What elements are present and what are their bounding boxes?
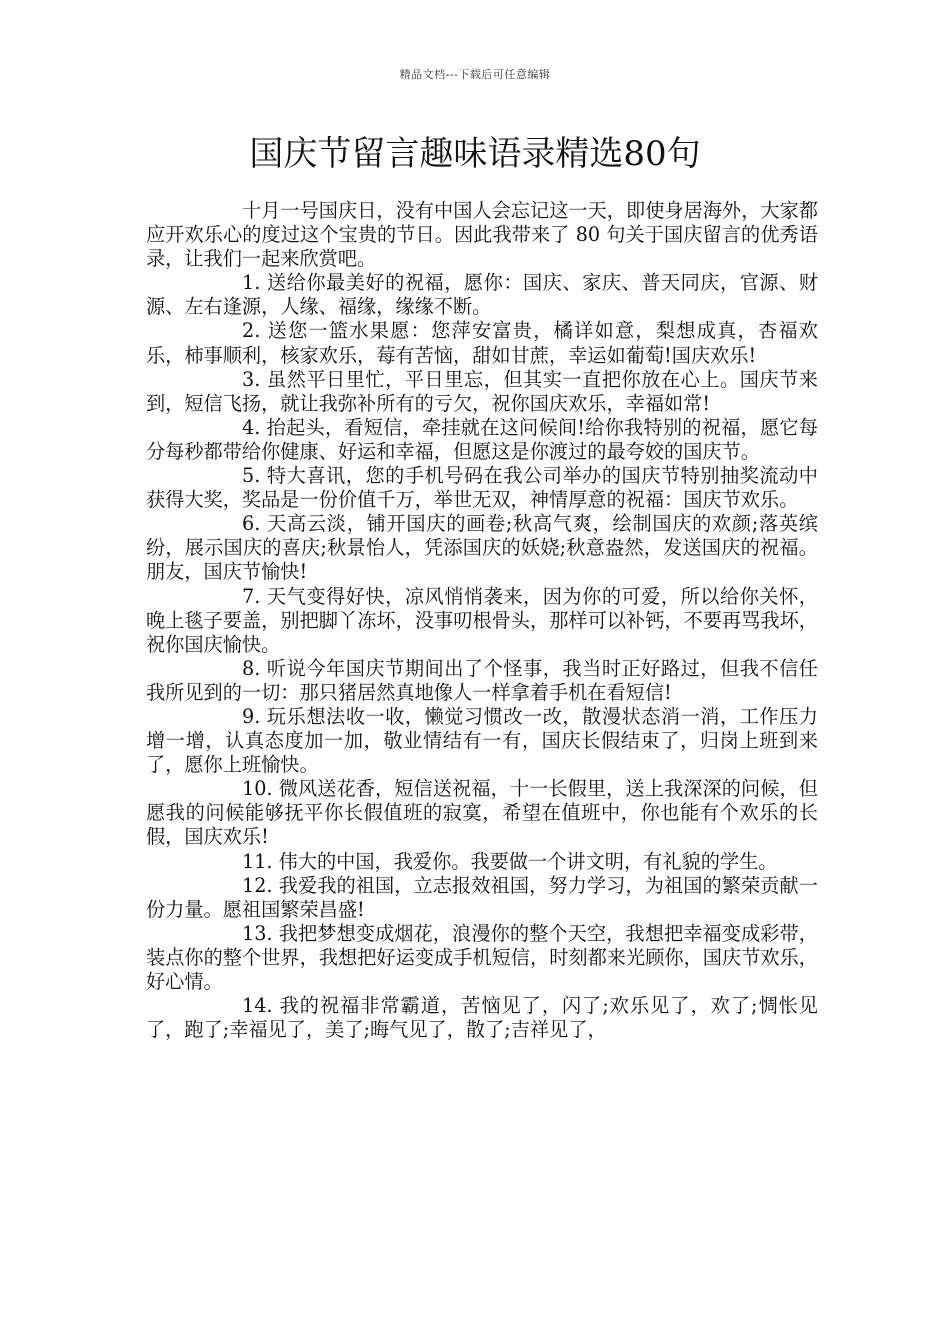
- document-body: [146, 199, 818, 1042]
- quote-paragraph-13: 13. 我把梦想变成烟花，浪漫你的整个天空，我想把幸福变成彩带，装点你的整个世界，我想把好运变成手机短信，时刻都来光顾你，国庆节欢乐，好心情。: [146, 921, 818, 993]
- quote-paragraph-11: 11. 伟大的中国，我爱你。我要做一个讲文明，有礼貌的学生。: [242, 849, 778, 873]
- quote-paragraph-7: 7. 天气变得好快，凉风悄悄袭来，因为你的可爱，所以给你关怀，晚上毯子要盖，别把脚丫冻坏，没事叨根骨头，那样可以补钙，不要再骂我坏，祝你国庆愉快。: [146, 584, 818, 656]
- quote-paragraph-9: 9. 玩乐想法收一收，懒觉习惯改一改，散漫状态消一消，工作压力增一增，认真态度加一加，敬业情结有一有，国庆长假结束了，归岗上班到来了，愿你上班愉快。: [146, 704, 818, 777]
- quote-paragraph-12: 12. 我爱我的祖国，立志报效祖国，努力学习，为祖国的繁荣贡献一份力量。愿祖国繁荣昌盛!: [146, 873, 818, 921]
- quote-paragraph-8: 8. 听说今年国庆节期间出了个怪事，我当时正好路过，但我不信任我所见到的一切：那只猪居然真地像人一样拿着手机在看短信!: [146, 656, 818, 704]
- quote-paragraph-4: 4. 抬起头，看短信，牵挂就在这问候间!给你我特别的祝福，愿它每分每秒都带给你健康、好运和幸福，但愿这是你渡过的最夸姣的国庆节。: [146, 415, 818, 463]
- quote-paragraph-6: 6. 天高云淡，铺开国庆的画卷;秋高气爽，绘制国庆的欢颜;落英缤纷，展示国庆的喜庆;秋景怡人，凭添国庆的妖娆;秋意盎然，发送国庆的祝福。朋友，国庆节愉快!: [146, 512, 818, 584]
- quote-paragraph-3: 3. 虽然平日里忙，平日里忘，但其实一直把你放在心上。国庆节来到，短信飞扬，就让我弥补所有的亏欠，祝你国庆欢乐，幸福如常!: [146, 367, 818, 415]
- quote-paragraph-14: 14. 我的祝福非常霸道，苦恼见了，闪了;欢乐见了，欢了;惆怅见了，跑了;幸福见了，美了;晦气见了，散了;吉祥见了，: [146, 994, 818, 1042]
- intro-paragraph: 十月一号国庆日，没有中国人会忘记这一天，即使身居海外，大家都应开欢乐心的度过这个宝贵的节日。因此我带来了 80 句关于国庆留言的优秀语录，让我们一起来欣赏吧。: [146, 199, 818, 271]
- quote-paragraph-2: 2. 送您一篮水果愿：您萍安富贵，橘详如意，梨想成真，杏福欢乐，柿事顺利，核家欢乐，莓有苦恼，甜如甘蔗，幸运如葡萄!国庆欢乐!: [146, 319, 818, 367]
- document-header-note: 精品文档---下载后可任意编辑: [399, 68, 551, 81]
- document-title: 国庆节留言趣味语录精选80句: [249, 134, 701, 174]
- quote-paragraph-10: 10. 微风送花香，短信送祝福，十一长假里，送上我深深的问候，但愿我的问候能够抚平你长假值班的寂寞，希望在值班中，你也能有个欢乐的长假，国庆欢乐!: [146, 777, 818, 849]
- quote-paragraph-5: 5. 特大喜讯，您的手机号码在我公司举办的国庆节特别抽奖流动中获得大奖，奖品是一份价值千万，举世无双，神情厚意的祝福：国庆节欢乐。: [146, 464, 818, 512]
- quote-paragraph-1: 1. 送给你最美好的祝福，愿你：国庆、家庆、普天同庆，官源、财源、左右逢源，人缘、福缘，缘缘不断。: [146, 271, 818, 319]
